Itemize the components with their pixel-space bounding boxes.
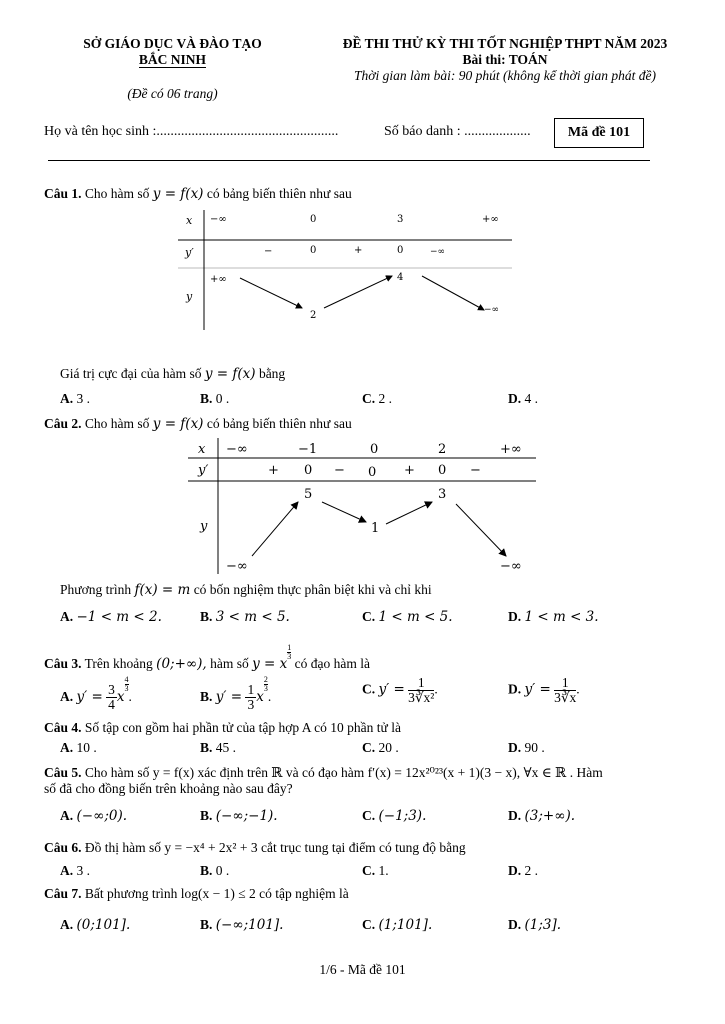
q5-answers: A. (−∞;0). B. (−∞;−1). C. (−1;3). D. (3;+∞).: [60, 808, 576, 824]
q4-stem: Câu 4. Số tập con gồm hai phần tử của tập hợp A có 10 phần tử là: [44, 720, 401, 735]
q2-yp-label: y′: [198, 463, 209, 478]
q2-x-val: 0: [370, 442, 379, 457]
q3-stem: Câu 3. Trên khoảng (0;+∞), hàm số y = x $^{\frac{1}{3}}$ có đạo hàm là: [44, 643, 370, 672]
q1-yp-val: 0: [397, 245, 404, 256]
q1-x-val: 0: [310, 214, 317, 225]
q2-x-val: −∞: [226, 442, 248, 457]
q3-answers: A. y′ = $\frac{3}{4}$ x $^{\frac{4}{3}}$ . B. y′ = $\frac{1}{3}$ x $^{\frac{2}{3}}$ . C. y′ = $\frac{1}{\text{3∛x²}}$ . D. y′ = $\frac{1}{3∛x}$ .: [60, 675, 580, 713]
q2-yp-val: +: [268, 463, 279, 478]
q7-answers: A. (0;101]. B. (−∞;101]. C. (1;101]. D. (1;3].: [60, 917, 562, 933]
q5-stem: Câu 5. Cho hàm số y = f(x) xác định trên ℝ và có đạo hàm f′(x) = 12x²⁰²³(x + 1)(3 − x), ∀x ∈ ℝ . Hàm số đã cho đồng biến trên khoảng nào sau đây?: [44, 765, 603, 796]
q1-yp-val: −: [264, 246, 273, 257]
q1-yp-val: −∞: [430, 247, 446, 257]
q2-yp-val: 0: [438, 463, 447, 478]
q6-answers: A. 3 . B. 0 . C. 1. D. 2 .: [60, 863, 538, 878]
q7-stem: Câu 7. Bất phương trình log(x − 1) ≤ 2 có tập nghiệm là: [44, 886, 349, 901]
q2-arrow-up: [252, 502, 298, 556]
q1-stem: Câu 1. Cho hàm số y = f(x) có bảng biến thiên như sau: [44, 186, 352, 202]
q1-y-val: +∞: [210, 274, 227, 285]
q2-y-val: 1: [371, 521, 380, 536]
q1-x-val: −∞: [210, 214, 227, 225]
exam-duration: Thời gian làm bài: 90 phút (không kể thời gian phát đề): [353, 68, 656, 83]
q1-y-val: 2: [310, 310, 317, 321]
q2-yp-val: 0: [368, 465, 377, 480]
q1-arrow-down: [422, 276, 484, 310]
q1-y-label: y: [186, 290, 193, 303]
q1-x-val: +∞: [482, 214, 499, 225]
q1-answers: A. 3 . B. 0 . C. 2 . D. 4 .: [60, 391, 538, 406]
q4-answers: A. 10 . B. 45 . C. 20 . D. 90 .: [60, 740, 545, 755]
header-divider: [48, 160, 650, 161]
q1-yp-val: 0: [310, 245, 317, 256]
q2-y-val: −∞: [226, 559, 248, 574]
q2-yp-val: −: [470, 463, 481, 478]
q2-yp-val: +: [404, 463, 415, 478]
exam-code-box: Mã đề 101: [554, 118, 644, 148]
q2-variation-table: [188, 438, 540, 576]
exam-subject: Bài thi: TOÁN: [462, 52, 548, 67]
q1-arrow-down: [240, 278, 302, 308]
q1-yp-val: +: [354, 245, 363, 256]
q2-arrow-down: [456, 504, 506, 556]
q2-y-label: y: [200, 519, 208, 534]
q2-x-label: x: [198, 442, 206, 457]
exam-title: ĐỀ THI THỬ KỲ THI TỐT NGHIỆP THPT NĂM 2023: [342, 36, 668, 51]
q2-x-val: +∞: [500, 442, 522, 457]
student-name-field: Họ và tên học sinh :....................................................: [44, 124, 339, 139]
q2-x-val: −1: [298, 442, 318, 457]
q2-yp-val: 0: [304, 463, 313, 478]
q1-yp-label: y′: [185, 246, 194, 259]
dept-line1: SỞ GIÁO DỤC VÀ ĐÀO TẠO: [83, 36, 262, 51]
q1-x-val: 3: [397, 214, 404, 225]
q1-variation-table: [178, 206, 518, 332]
q2-arrow-down: [322, 502, 366, 522]
pages-note: (Đề có 06 trang): [127, 86, 218, 101]
student-id-field: Số báo danh : ...................: [384, 124, 531, 139]
q6-stem: Câu 6. Đồ thị hàm số y = −x⁴ + 2x² + 3 cắt trục tung tại điểm có tung độ bằng: [44, 840, 466, 855]
q1-prompt: Giá trị cực đại của hàm số y = f(x) bằng: [60, 366, 286, 382]
q2-answers: A. −1 < m < 2. B. 3 < m < 5. C. 1 < m < 5. D. 1 < m < 3.: [60, 609, 599, 625]
q2-y-val: −∞: [500, 559, 522, 574]
q2-prompt: Phương trình f(x) = m có bốn nghiệm thực phân biệt khi và chỉ khi: [60, 582, 432, 598]
page-footer: 1/6 - Mã đề 101: [319, 962, 406, 977]
q1-y-val: −∞: [484, 305, 500, 315]
q1-x-label: x: [186, 214, 193, 227]
dept-line2: BẮC NINH: [138, 52, 207, 67]
q2-arrow-up: [386, 502, 432, 524]
q1-y-val: 4: [397, 272, 404, 283]
q2-y-val: 3: [438, 487, 447, 502]
q1-arrow-up: [324, 276, 392, 308]
q2-stem: Câu 2. Cho hàm số y = f(x) có bảng biến thiên như sau: [44, 416, 352, 432]
q2-x-val: 2: [438, 442, 447, 457]
q2-yp-val: −: [334, 463, 345, 478]
q2-y-val: 5: [304, 487, 313, 502]
